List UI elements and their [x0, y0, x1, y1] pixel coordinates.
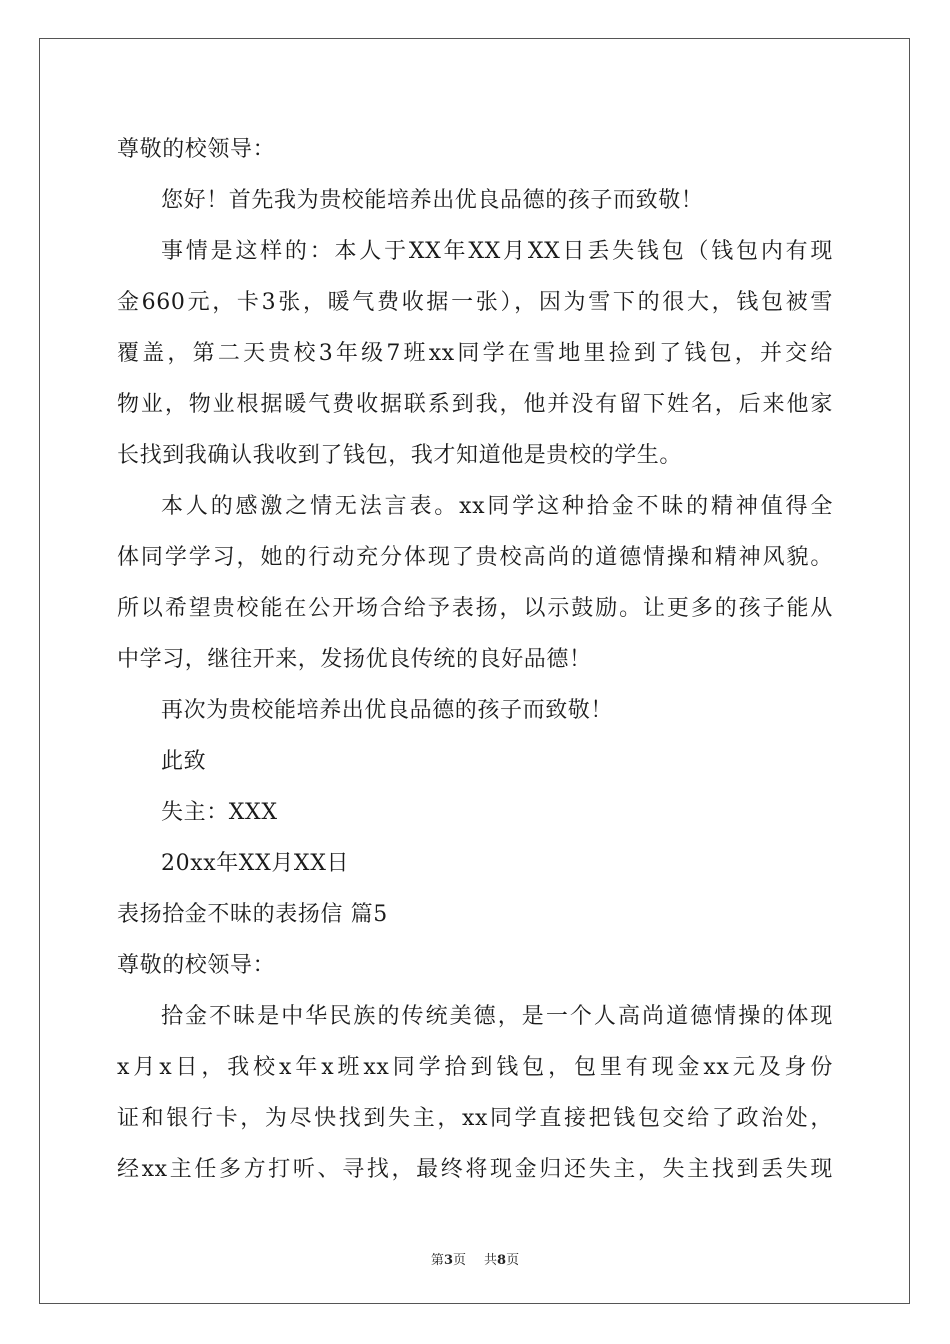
paragraph-line: x月x日，我校x年x班xx同学拾到钱包，包里有现金xx元及身份: [117, 1055, 833, 1080]
page-prefix: 第: [430, 1253, 444, 1268]
salutation: 尊敬的校领导：: [117, 137, 276, 162]
closing-line: 再次为贵校能培养出优良品德的孩子而致敬！: [161, 698, 614, 723]
paragraph-line: 金660元，卡3张，暖气费收据一张），因为雪下的很大，钱包被雪: [117, 290, 833, 315]
paragraph-line: 长找到我确认我收到了钱包，我才知道他是贵校的学生。: [117, 443, 683, 468]
greeting-line: 您好！首先我为贵校能培养出优良品德的孩子而致敬！: [161, 188, 704, 213]
closing-phrase: 此致: [161, 749, 207, 774]
page-number: 3: [443, 1253, 453, 1268]
paragraph-line: 经xx主任多方打听、寻找，最终将现金归还失主，失主找到丢失现: [117, 1157, 833, 1182]
paragraph-line: 拾金不昧是中华民族的传统美德，是一个人高尚道德情操的体现: [161, 1004, 833, 1029]
section-title: 表扬拾金不昧的表扬信 篇5: [117, 902, 388, 927]
paragraph-line: 本人的感激之情无法言表。xx同学这种拾金不昧的精神值得全: [161, 494, 833, 519]
paragraph-line: 证和银行卡，为尽快找到失主，xx同学直接把钱包交给了政治处，: [117, 1106, 833, 1131]
total-prefix: 共: [484, 1253, 498, 1268]
paragraph-line: 体同学学习，她的行动充分体现了贵校高尚的道德情操和精神风貌。: [117, 545, 833, 570]
paragraph-line: 覆盖，第二天贵校3年级7班xx同学在雪地里捡到了钱包，并交给: [117, 341, 833, 366]
salutation: 尊敬的校领导：: [117, 953, 276, 978]
total-suffix: 页: [506, 1253, 520, 1268]
paragraph-line: 所以希望贵校能在公开场合给予表扬，以示鼓励。让更多的孩子能从: [117, 596, 833, 621]
paragraph-line: 物业，物业根据暖气费收据联系到我，他并没有留下姓名，后来他家: [117, 392, 833, 417]
paragraph-line: 中学习，继往开来，发扬优良传统的良好品德！: [117, 647, 592, 672]
date-line: 20xx年XX月XX日: [161, 851, 350, 876]
signature: 失主：XXX: [161, 800, 278, 825]
paragraph-line: 事情是这样的：本人于XX年XX月XX日丢失钱包（钱包内有现: [161, 239, 833, 264]
page-footer: [0, 1249, 950, 1268]
page-suffix: 页: [452, 1253, 466, 1268]
document-body: [117, 124, 833, 1195]
total-pages: 8: [497, 1253, 507, 1268]
